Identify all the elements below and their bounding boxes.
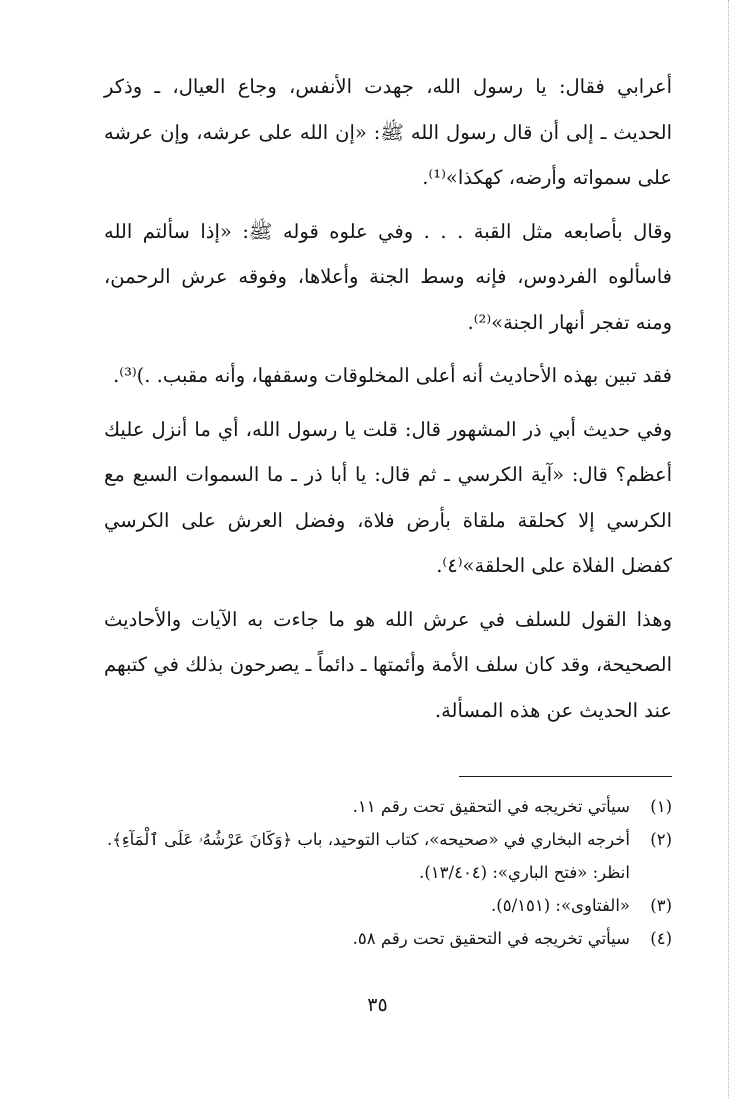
paragraph-1: أعرابي فقال: يا رسول الله، جهدت الأنفس، وجاع العيال، ـ وذكر الحديث ـ إلى أن قال رسول الله ﷺ: «إن الله على عرشه، وإن عرشه على سمواته وأرضه، كهكذا»⁽¹⁾. [104, 75, 672, 189]
footnote-number: (٢) [650, 830, 672, 849]
footnote-1 [104, 790, 672, 823]
footnote-separator [459, 776, 672, 777]
footnotes [104, 790, 672, 955]
footnote-text: «الفتاوى»: (٥/١٥١). [491, 896, 630, 915]
footnote-number: (٣) [650, 896, 672, 915]
paragraph-2: وقال بأصابعه مثل القبة . . . وفي علوه قوله ﷺ: «إذا سألتم الله فاسألوه الفردوس، فإنه وسط الجنة وأعلاها، وفوقه عرش الرحمن، ومنه تفجر أنهار الجنة»⁽²⁾. [104, 219, 672, 334]
footnote-number: (٤) [650, 929, 672, 948]
footnote-text: سيأتي تخريجه في التحقيق تحت رقم ٥٨. [352, 929, 630, 948]
footnote-number: (١) [650, 797, 672, 816]
footnote-3 [104, 889, 672, 922]
footnote-2 [104, 823, 672, 889]
margin-dotted-line [728, 0, 729, 1098]
page-number: ٣٥ [367, 994, 388, 1016]
paragraph-3: فقد تبين بهذه الأحاديث أنه أعلى المخلوقات وسقفها، وأنه مقبب. .)⁽³⁾. [113, 364, 672, 387]
paragraph-5: وهذا القول للسلف في عرش الله هو ما جاءت به الآيات والأحاديث الصحيحة، وقد كان سلف الأمة وأئمتها ـ دائماً ـ يصرحون بذلك في كتبهم عند الحديث عن هذه المسألة. [104, 607, 672, 722]
footnote-4 [104, 922, 672, 955]
main-text [104, 64, 672, 733]
paragraph-4: وفي حديث أبي ذر المشهور قال: قلت يا رسول الله، أي ما أنزل عليك أعظم؟ قال: «آية الكرسي ـ ثم قال: يا أبا ذر ـ ما السموات السبع مع الكرسي إلا كحلقة ملقاة بأرض فلاة، وفضل العرش على الكرسي كفضل الفلاة على الحلقة»⁽٤⁾. [104, 417, 672, 577]
footnote-text: أخرجه البخاري في «صحيحه»، كتاب التوحيد، باب ﴿وَكَانَ عَرْشُهُۥ عَلَى ٱلْمَآءِ﴾. انظر: «فتح الباري»: (١٣/٤٠٤). [106, 830, 630, 882]
footnote-text: سيأتي تخريجه في التحقيق تحت رقم ١١. [352, 797, 630, 816]
